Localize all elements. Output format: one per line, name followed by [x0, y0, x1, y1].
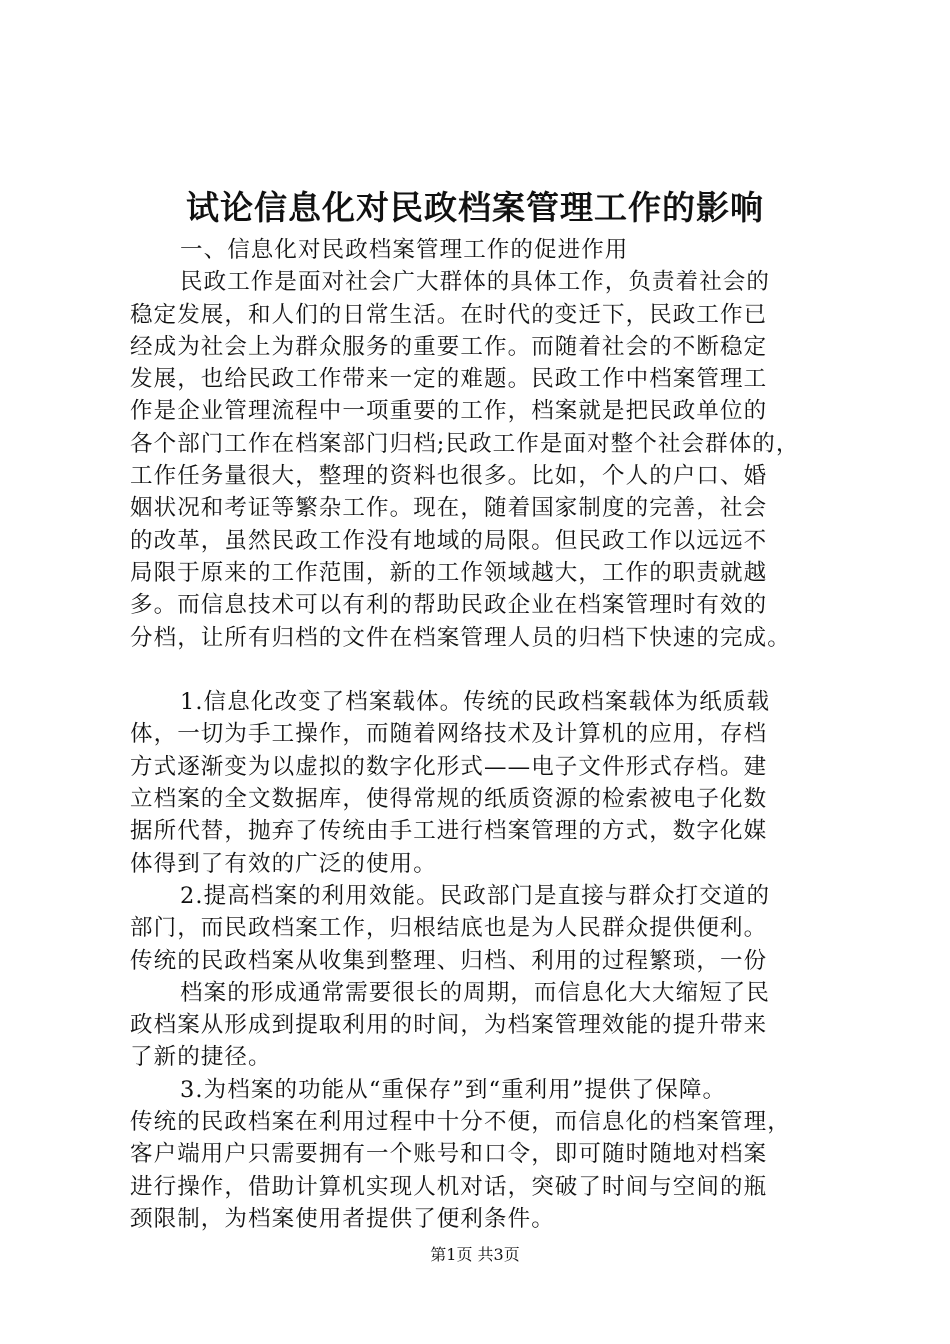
- paragraph-line: 进行操作，借助计算机实现人机对话，突破了时间与空间的瓶: [130, 1173, 768, 1200]
- paragraph-line: 各个部门工作在档案部门归档;民政工作是面对整个社会群体的，: [130, 430, 800, 457]
- paragraph-line: 的改革，虽然民政工作没有地域的局限。但民政工作以远远不: [130, 527, 768, 554]
- page-number-footer: 第1页 共3页: [430, 1245, 520, 1264]
- paragraph-line: 传统的民政档案在利用过程中十分不便，而信息化的档案管理，: [130, 1109, 791, 1136]
- paragraph-line: 部门，而民政档案工作，归根结底也是为人民群众提供便利。: [130, 915, 768, 942]
- paragraph-line: 颈限制，为档案使用者提供了便利条件。: [130, 1205, 555, 1232]
- paragraph-line: 稳定发展，和人们的日常生活。在时代的变迁下，民政工作已: [130, 301, 768, 328]
- paragraph-line: 发展，也给民政工作带来一定的难题。民政工作中档案管理工: [130, 366, 768, 393]
- paragraph-line: 工作任务量很大，整理的资料也很多。比如，个人的户口、婚: [130, 463, 768, 490]
- paragraph-line: 体得到了有效的广泛的使用。: [130, 850, 437, 877]
- paragraph-line: 经成为社会上为群众服务的重要工作。而随着社会的不断稳定: [130, 333, 768, 360]
- paragraph-line: 局限于原来的工作范围，新的工作领域越大，工作的职责就越: [130, 559, 768, 586]
- paragraph-line: 据所代替，抛弃了传统由手工进行档案管理的方式，数字化媒: [130, 818, 768, 845]
- paragraph-line: 档案的形成通常需要很长的周期，而信息化大大缩短了民: [180, 979, 771, 1006]
- paragraph-line: 分档，让所有归档的文件在档案管理人员的归档下快速的完成。: [130, 624, 791, 651]
- paragraph-line: 3.为档案的功能从“重保存”到“重利用”提供了保障。: [180, 1076, 727, 1103]
- paragraph-line: 民政工作是面对社会广大群体的具体工作，负责着社会的: [180, 269, 771, 296]
- paragraph-line: 传统的民政档案从收集到整理、归档、利用的过程繁琐，一份: [130, 947, 768, 974]
- paragraph-line: 多。而信息技术可以有利的帮助民政企业在档案管理时有效的: [130, 592, 768, 619]
- paragraph-line: 方式逐渐变为以虚拟的数字化形式——电子文件形式存档。建: [130, 753, 768, 780]
- document-body: [130, 234, 830, 1235]
- paragraph-line: 了新的捷径。: [130, 1044, 272, 1071]
- paragraph-line: 立档案的全文数据库，使得常规的纸质资源的检索被电子化数: [130, 786, 768, 813]
- paragraph-line: 1.信息化改变了档案载体。传统的民政档案载体为纸质载: [180, 689, 771, 716]
- blank-line: [130, 654, 830, 686]
- paragraph-line: 客户端用户只需要拥有一个账号和口令，即可随时随地对档案: [130, 1141, 768, 1168]
- paragraph-line: 姻状况和考证等繁杂工作。现在，随着国家制度的完善，社会: [130, 495, 768, 522]
- document-title: 试论信息化对民政档案管理工作的影响: [186, 188, 764, 227]
- section-heading: 一、信息化对民政档案管理工作的促进作用: [180, 237, 629, 263]
- paragraph-line: 作是企业管理流程中一项重要的工作，档案就是把民政单位的: [130, 398, 768, 425]
- paragraph-line: 政档案从形成到提取利用的时间，为档案管理效能的提升带来: [130, 1012, 768, 1039]
- paragraph-line: 2.提高档案的利用效能。民政部门是直接与群众打交道的: [180, 882, 771, 909]
- paragraph-line: 体，一切为手工操作，而随着网络技术及计算机的应用，存档: [130, 721, 768, 748]
